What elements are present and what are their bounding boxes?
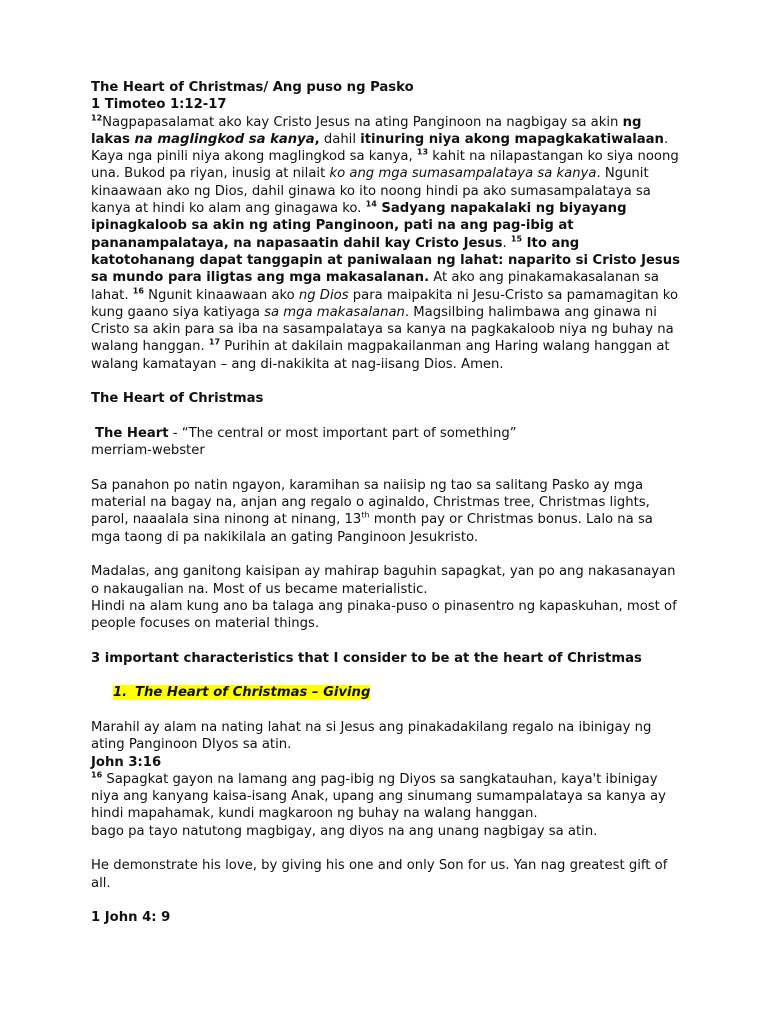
numbered-list-item: 1. The Heart of Christmas – Giving bbox=[113, 685, 371, 701]
section-heading: 3 important characteristics that I consider to be at the heart of Christmas bbox=[91, 650, 642, 666]
scripture-passage: $^{16}$ Sapagkat gayon na lamang ang pag-ibig ng Diyos sa sangkatauhan, kaya't ibinigay niya ang kanyang kaisa-isang Anak, upang ang sinumang sumampalataya sa kanya ay hindi mapahamak, kundi magkaroon ng buhay na walang hanggan. bbox=[91, 770, 666, 822]
paragraph: He demonstrate his love, by giving his one and only Son for us. Yan nag greatest gift of all. bbox=[91, 858, 668, 891]
scripture-reference-1john: 1 John 4: 9 bbox=[91, 910, 171, 926]
document-title: The Heart of Christmas/ Ang puso ng Pasko bbox=[91, 80, 414, 95]
paragraph: bago pa tayo natutong magbigay, ang diyos na ang unang nagbigay sa atin. bbox=[91, 823, 598, 839]
verse-number: 16 bbox=[132, 286, 144, 296]
verse-number: 16 bbox=[91, 770, 103, 780]
definition-source: merriam-webster bbox=[91, 443, 205, 459]
section-heading: The Heart of Christmas bbox=[91, 391, 264, 407]
verse-number: 12 bbox=[91, 113, 103, 123]
verse-number: 13 bbox=[416, 147, 429, 157]
scripture-reference-john: John 3:16 bbox=[91, 754, 162, 770]
paragraph: Marahil ay alam na nating lahat na si Jesus ang pinakadakilang regalo na ibinigay ng ating Panginoon DIyos sa atin. bbox=[91, 719, 652, 753]
paragraph: Sa panahon po natin ngayon, karamihan sa naiisip ng tao sa salitang Pasko ay mga material na bagay na, anjan ang regalo o aginaldo, Christmas tree, Christmas lights, parol, naaalala sina ninong at ninang, 13th month pay or Christmas bonus. Lalo na sa mga taong di pa nakikilala an gating Panginoon Jesukristo. bbox=[91, 477, 653, 545]
scripture-passage: $^{12}$Nagpapasalamat ako kay Cristo Jesus na ating Panginoon na nagbigay sa akin ng lakas na maglingkod sa kanya, dahil itinuring niya akong mapagkakatiwalaan. Kaya nga pinili niya akong maglingkod sa kanya, $^{13}$ kahit na nilapastangan ko siya noong una. Bukod pa riyan, inusig at nilait ko ang mga sumasampalataya sa kanya. Ngunit kinaawaan ako ng Dios, dahil ginawa ko ito noong hindi pa ako sumasampalataya sa kanya at hindi ko alam ang ginagawa ko. $^{14}$ Sadyang napakalaki ng biyayang ipinagkaloob sa akin ng ating Panginoon, pati na ang pag-ibig at pananampalataya, na napasaatin dahil kay Cristo Jesus. $^{15}$ Ito ang katotohanang dapat tanggapin at paniwalaan ng lahat: naparito si Cristo Jesus sa mundo para iligtas ang mga makasalanan. At ako ang pinakamakasalanan sa lahat. $^{16}$ Ngunit kinaawaan ako ng Dios para maipakita ni Jesu-Cristo sa pamamagitan ko kung gaano siya katiyaga sa mga makasalanan. Magsilbing halimbawa ang ginawa ni Cristo sa akin para sa iba na sasampalataya sa kanya na pagkakaloob niya ng buhay na walang hanggan. $^{17}$ Purihin at dakilain magpakailanman ang Haring walang hanggan at walang kamatayan – ang di-nakikita at nag-iisang Dios. Amen. bbox=[91, 113, 681, 372]
paragraph: Hindi na alam kung ano ba talaga ang pinaka-puso o pinasentro ng kapaskuhan, most of people focuses on material things. bbox=[91, 598, 677, 632]
verse-number: 15 bbox=[510, 234, 523, 244]
document-body bbox=[91, 79, 681, 927]
paragraph: Madalas, ang ganitong kaisipan ay mahirap baguhin sapagkat, yan po ang nakasanayan o nakaugalian na. Most of us became materialistic. bbox=[91, 564, 676, 597]
definition-line: The Heart - “The central or most important part of something” bbox=[95, 425, 517, 441]
verse-number: 14 bbox=[365, 199, 377, 209]
scripture-reference-timothy: 1 Timoteo 1:12-17 bbox=[91, 97, 227, 113]
verse-number: 17 bbox=[208, 338, 221, 348]
